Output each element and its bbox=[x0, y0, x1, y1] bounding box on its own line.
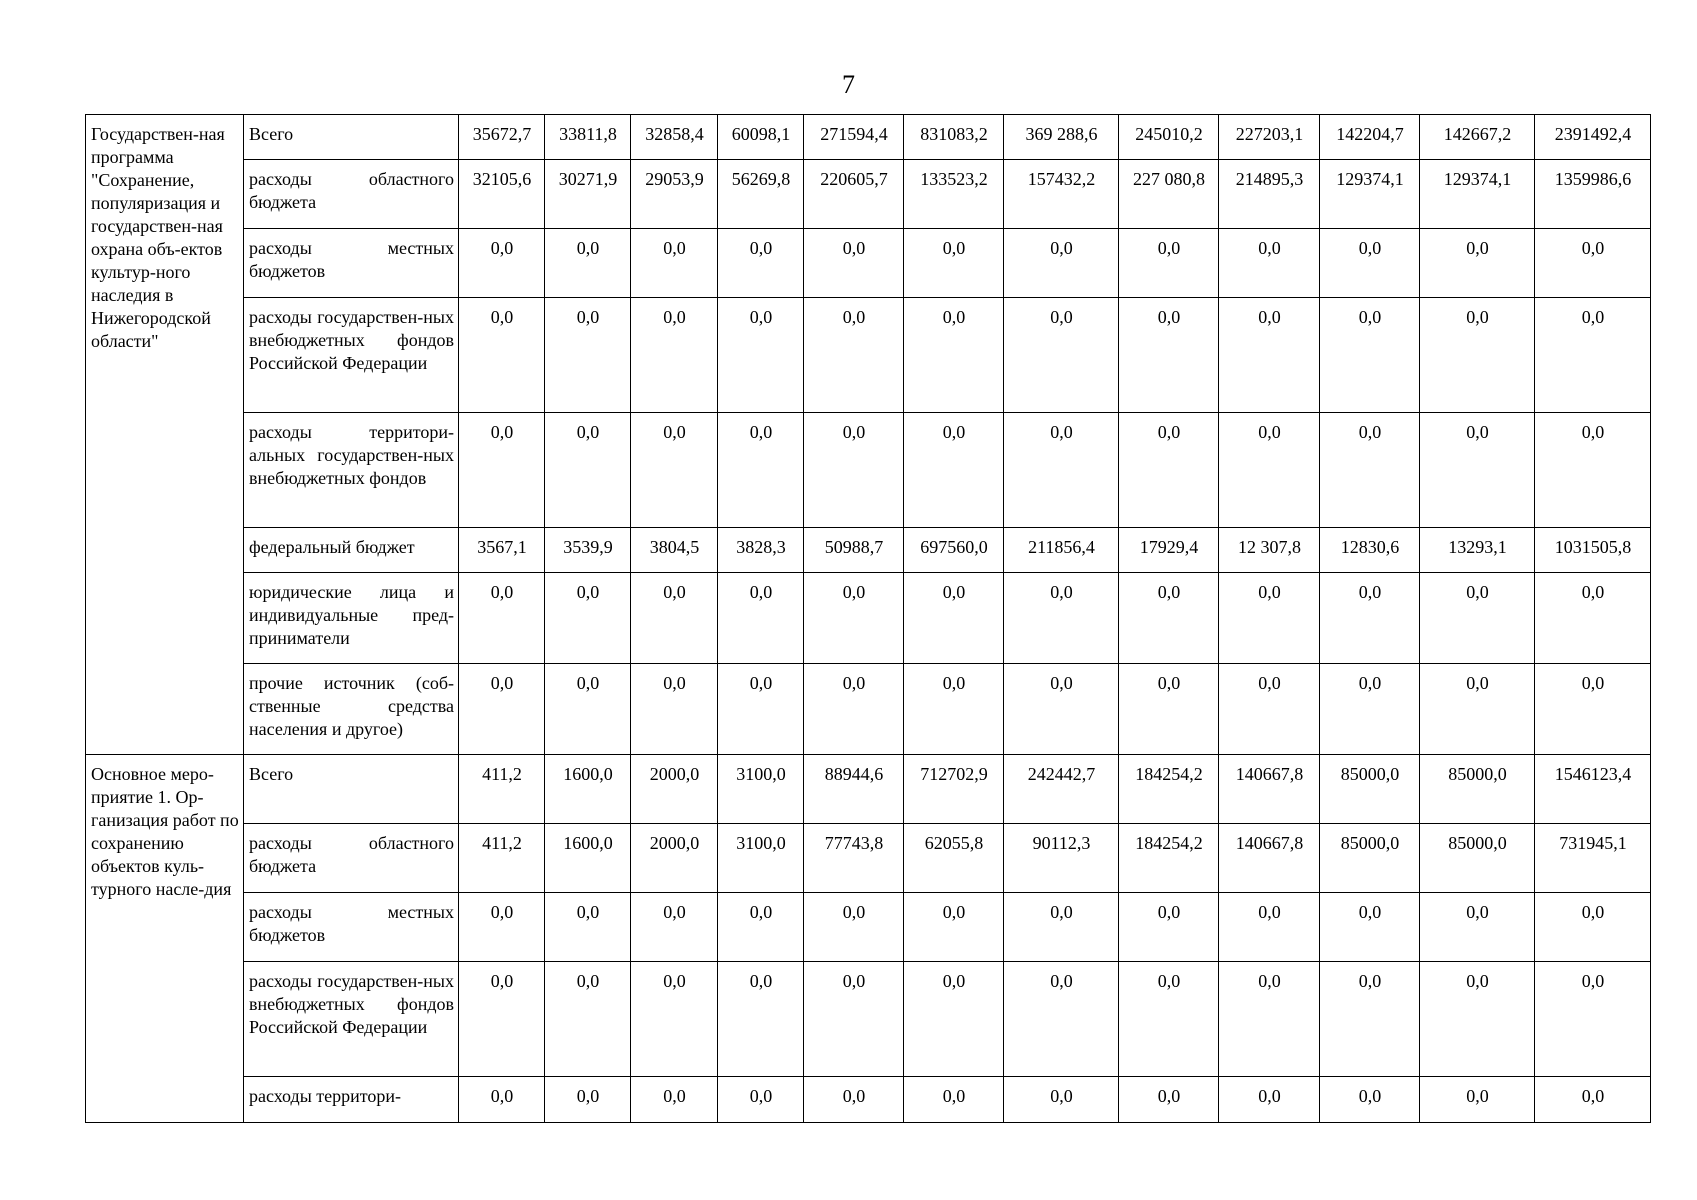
value-cell: 85000,0 bbox=[1420, 755, 1535, 824]
value-cell: 0,0 bbox=[631, 1077, 718, 1123]
value-cell: 142204,7 bbox=[1320, 115, 1420, 160]
program-name-cell: Государствен-​ная программа "Сохранение, популяризация и государствен-​ная охрана объ-​ектов культур-​ного наследия в Нижегородской области" bbox=[86, 115, 244, 755]
value-cell: 140667,8 bbox=[1219, 824, 1320, 893]
value-cell: 29053,9 bbox=[631, 160, 718, 229]
value-cell: 2000,0 bbox=[631, 755, 718, 824]
value-cell: 140667,8 bbox=[1219, 755, 1320, 824]
value-cell: 0,0 bbox=[1119, 413, 1219, 528]
value-cell: 0,0 bbox=[1535, 298, 1651, 413]
value-cell: 50988,7 bbox=[804, 528, 904, 573]
value-cell: 3567,1 bbox=[459, 528, 545, 573]
value-cell: 220605,7 bbox=[804, 160, 904, 229]
value-cell: 0,0 bbox=[718, 298, 804, 413]
value-cell: 3828,3 bbox=[718, 528, 804, 573]
value-cell: 0,0 bbox=[1004, 298, 1119, 413]
value-cell: 0,0 bbox=[1219, 298, 1320, 413]
value-cell: 0,0 bbox=[1119, 962, 1219, 1077]
value-cell: 1600,0 bbox=[545, 824, 631, 893]
value-cell: 0,0 bbox=[1420, 298, 1535, 413]
value-cell: 77743,8 bbox=[804, 824, 904, 893]
value-cell: 184254,2 bbox=[1119, 755, 1219, 824]
value-cell: 184254,2 bbox=[1119, 824, 1219, 893]
value-cell: 3100,0 bbox=[718, 755, 804, 824]
table-body bbox=[86, 115, 1651, 1123]
value-cell: 0,0 bbox=[1320, 298, 1420, 413]
value-cell: 0,0 bbox=[1119, 573, 1219, 664]
value-cell: 0,0 bbox=[1420, 962, 1535, 1077]
value-cell: 60098,1 bbox=[718, 115, 804, 160]
value-cell: 0,0 bbox=[1535, 962, 1651, 1077]
value-cell: 2391492,4 bbox=[1535, 115, 1651, 160]
value-cell: 0,0 bbox=[904, 229, 1004, 298]
value-cell: 0,0 bbox=[718, 573, 804, 664]
funding-source-cell: прочие источник (соб-​ственные средства населения и другое) bbox=[244, 664, 459, 755]
funding-source-cell: расходы областного бюджета bbox=[244, 160, 459, 229]
value-cell: 0,0 bbox=[459, 893, 545, 962]
value-cell: 35672,7 bbox=[459, 115, 545, 160]
value-cell: 0,0 bbox=[1320, 1077, 1420, 1123]
value-cell: 0,0 bbox=[631, 229, 718, 298]
value-cell: 133523,2 bbox=[904, 160, 1004, 229]
value-cell: 0,0 bbox=[459, 229, 545, 298]
value-cell: 245010,2 bbox=[1119, 115, 1219, 160]
value-cell: 0,0 bbox=[804, 573, 904, 664]
table-row bbox=[86, 413, 1651, 528]
table-row bbox=[86, 298, 1651, 413]
value-cell: 831083,2 bbox=[904, 115, 1004, 160]
value-cell: 0,0 bbox=[545, 962, 631, 1077]
value-cell: 0,0 bbox=[1535, 664, 1651, 755]
value-cell: 13293,1 bbox=[1420, 528, 1535, 573]
value-cell: 0,0 bbox=[1219, 229, 1320, 298]
value-cell: 3539,9 bbox=[545, 528, 631, 573]
value-cell: 0,0 bbox=[631, 573, 718, 664]
value-cell: 0,0 bbox=[1535, 573, 1651, 664]
value-cell: 0,0 bbox=[1004, 962, 1119, 1077]
value-cell: 369 288,6 bbox=[1004, 115, 1119, 160]
value-cell: 0,0 bbox=[545, 298, 631, 413]
table-row bbox=[86, 160, 1651, 229]
value-cell: 0,0 bbox=[1535, 229, 1651, 298]
value-cell: 411,2 bbox=[459, 755, 545, 824]
table-row bbox=[86, 755, 1651, 824]
value-cell: 0,0 bbox=[631, 413, 718, 528]
value-cell: 0,0 bbox=[1004, 229, 1119, 298]
funding-source-cell: Всего bbox=[244, 755, 459, 824]
value-cell: 12830,6 bbox=[1320, 528, 1420, 573]
value-cell: 0,0 bbox=[804, 413, 904, 528]
value-cell: 0,0 bbox=[804, 229, 904, 298]
value-cell: 0,0 bbox=[904, 413, 1004, 528]
funding-source-cell: расходы областного бюджета bbox=[244, 824, 459, 893]
value-cell: 0,0 bbox=[631, 298, 718, 413]
value-cell: 88944,6 bbox=[804, 755, 904, 824]
value-cell: 0,0 bbox=[904, 893, 1004, 962]
program-name-cell: Основное меро-​приятие 1. Ор-​ганизация работ по сохранению объектов куль-​турного насле-​дия bbox=[86, 755, 244, 1123]
value-cell: 0,0 bbox=[1320, 962, 1420, 1077]
value-cell: 0,0 bbox=[459, 664, 545, 755]
funding-source-cell: расходы государствен-​ных внебюджетных фондов Российской Федерации bbox=[244, 298, 459, 413]
value-cell: 85000,0 bbox=[1420, 824, 1535, 893]
value-cell: 0,0 bbox=[904, 298, 1004, 413]
value-cell: 0,0 bbox=[545, 413, 631, 528]
value-cell: 85000,0 bbox=[1320, 824, 1420, 893]
value-cell: 2000,0 bbox=[631, 824, 718, 893]
value-cell: 0,0 bbox=[459, 962, 545, 1077]
funding-source-cell: расходы территори-​альных государствен-​ных внебюджетных фондов bbox=[244, 413, 459, 528]
value-cell: 0,0 bbox=[545, 229, 631, 298]
table-row bbox=[86, 824, 1651, 893]
value-cell: 0,0 bbox=[1219, 893, 1320, 962]
value-cell: 0,0 bbox=[804, 962, 904, 1077]
value-cell: 0,0 bbox=[631, 962, 718, 1077]
funding-source-cell: федеральный бюджет bbox=[244, 528, 459, 573]
value-cell: 0,0 bbox=[1535, 1077, 1651, 1123]
value-cell: 0,0 bbox=[459, 413, 545, 528]
value-cell: 271594,4 bbox=[804, 115, 904, 160]
value-cell: 129374,1 bbox=[1420, 160, 1535, 229]
value-cell: 0,0 bbox=[804, 1077, 904, 1123]
table-row bbox=[86, 893, 1651, 962]
value-cell: 0,0 bbox=[904, 962, 1004, 1077]
value-cell: 0,0 bbox=[718, 413, 804, 528]
value-cell: 17929,4 bbox=[1119, 528, 1219, 573]
table-row bbox=[86, 573, 1651, 664]
value-cell: 0,0 bbox=[718, 962, 804, 1077]
value-cell: 32858,4 bbox=[631, 115, 718, 160]
value-cell: 0,0 bbox=[1320, 893, 1420, 962]
value-cell: 33811,8 bbox=[545, 115, 631, 160]
value-cell: 411,2 bbox=[459, 824, 545, 893]
table-row bbox=[86, 664, 1651, 755]
value-cell: 0,0 bbox=[1004, 413, 1119, 528]
value-cell: 0,0 bbox=[1119, 229, 1219, 298]
value-cell: 0,0 bbox=[1219, 1077, 1320, 1123]
table-row bbox=[86, 1077, 1651, 1123]
value-cell: 85000,0 bbox=[1320, 755, 1420, 824]
value-cell: 697560,0 bbox=[904, 528, 1004, 573]
value-cell: 0,0 bbox=[904, 1077, 1004, 1123]
table-row bbox=[86, 229, 1651, 298]
funding-source-cell: Всего bbox=[244, 115, 459, 160]
table-row bbox=[86, 115, 1651, 160]
value-cell: 0,0 bbox=[1535, 893, 1651, 962]
table-row bbox=[86, 962, 1651, 1077]
value-cell: 0,0 bbox=[1320, 413, 1420, 528]
value-cell: 90112,3 bbox=[1004, 824, 1119, 893]
value-cell: 0,0 bbox=[1420, 664, 1535, 755]
table-row bbox=[86, 528, 1651, 573]
value-cell: 0,0 bbox=[904, 573, 1004, 664]
funding-source-cell: юридические лица и индивидуальные пред-​приниматели bbox=[244, 573, 459, 664]
value-cell: 0,0 bbox=[1219, 664, 1320, 755]
value-cell: 0,0 bbox=[1119, 1077, 1219, 1123]
value-cell: 0,0 bbox=[1119, 298, 1219, 413]
value-cell: 0,0 bbox=[804, 664, 904, 755]
value-cell: 129374,1 bbox=[1320, 160, 1420, 229]
value-cell: 0,0 bbox=[804, 893, 904, 962]
value-cell: 0,0 bbox=[631, 893, 718, 962]
value-cell: 0,0 bbox=[1420, 893, 1535, 962]
value-cell: 0,0 bbox=[459, 298, 545, 413]
value-cell: 0,0 bbox=[1320, 573, 1420, 664]
value-cell: 0,0 bbox=[1420, 413, 1535, 528]
value-cell: 1359986,6 bbox=[1535, 160, 1651, 229]
value-cell: 214895,3 bbox=[1219, 160, 1320, 229]
funding-source-cell: расходы территори- bbox=[244, 1077, 459, 1123]
value-cell: 0,0 bbox=[1535, 413, 1651, 528]
funding-source-cell: расходы местных бюджетов bbox=[244, 229, 459, 298]
value-cell: 0,0 bbox=[545, 573, 631, 664]
value-cell: 0,0 bbox=[459, 573, 545, 664]
value-cell: 0,0 bbox=[718, 229, 804, 298]
funding-source-cell: расходы местных бюджетов bbox=[244, 893, 459, 962]
value-cell: 0,0 bbox=[718, 664, 804, 755]
value-cell: 0,0 bbox=[1004, 893, 1119, 962]
value-cell: 0,0 bbox=[459, 1077, 545, 1123]
value-cell: 0,0 bbox=[545, 893, 631, 962]
value-cell: 227203,1 bbox=[1219, 115, 1320, 160]
value-cell: 0,0 bbox=[1119, 664, 1219, 755]
value-cell: 0,0 bbox=[631, 664, 718, 755]
value-cell: 0,0 bbox=[718, 1077, 804, 1123]
value-cell: 0,0 bbox=[1219, 413, 1320, 528]
value-cell: 0,0 bbox=[1004, 664, 1119, 755]
value-cell: 0,0 bbox=[1004, 573, 1119, 664]
value-cell: 211856,4 bbox=[1004, 528, 1119, 573]
value-cell: 0,0 bbox=[904, 664, 1004, 755]
value-cell: 0,0 bbox=[1420, 573, 1535, 664]
value-cell: 32105,6 bbox=[459, 160, 545, 229]
page-number: 7 bbox=[842, 70, 855, 99]
value-cell: 242442,7 bbox=[1004, 755, 1119, 824]
value-cell: 0,0 bbox=[545, 1077, 631, 1123]
value-cell: 712702,9 bbox=[904, 755, 1004, 824]
value-cell: 3100,0 bbox=[718, 824, 804, 893]
value-cell: 157432,2 bbox=[1004, 160, 1119, 229]
value-cell: 0,0 bbox=[804, 298, 904, 413]
value-cell: 1546123,4 bbox=[1535, 755, 1651, 824]
value-cell: 0,0 bbox=[1420, 1077, 1535, 1123]
value-cell: 30271,9 bbox=[545, 160, 631, 229]
value-cell: 0,0 bbox=[1219, 962, 1320, 1077]
value-cell: 0,0 bbox=[1219, 573, 1320, 664]
value-cell: 0,0 bbox=[1320, 664, 1420, 755]
value-cell: 731945,1 bbox=[1535, 824, 1651, 893]
value-cell: 1031505,8 bbox=[1535, 528, 1651, 573]
value-cell: 0,0 bbox=[545, 664, 631, 755]
value-cell: 0,0 bbox=[1420, 229, 1535, 298]
value-cell: 56269,8 bbox=[718, 160, 804, 229]
value-cell: 142667,2 bbox=[1420, 115, 1535, 160]
value-cell: 227 080,8 bbox=[1119, 160, 1219, 229]
value-cell: 12 307,8 bbox=[1219, 528, 1320, 573]
value-cell: 0,0 bbox=[718, 893, 804, 962]
value-cell: 0,0 bbox=[1004, 1077, 1119, 1123]
value-cell: 62055,8 bbox=[904, 824, 1004, 893]
value-cell: 1600,0 bbox=[545, 755, 631, 824]
financing-table bbox=[85, 114, 1651, 1123]
value-cell: 0,0 bbox=[1119, 893, 1219, 962]
value-cell: 0,0 bbox=[1320, 229, 1420, 298]
funding-source-cell: расходы государствен-​ных внебюджетных фондов Российской Федерации bbox=[244, 962, 459, 1077]
value-cell: 3804,5 bbox=[631, 528, 718, 573]
